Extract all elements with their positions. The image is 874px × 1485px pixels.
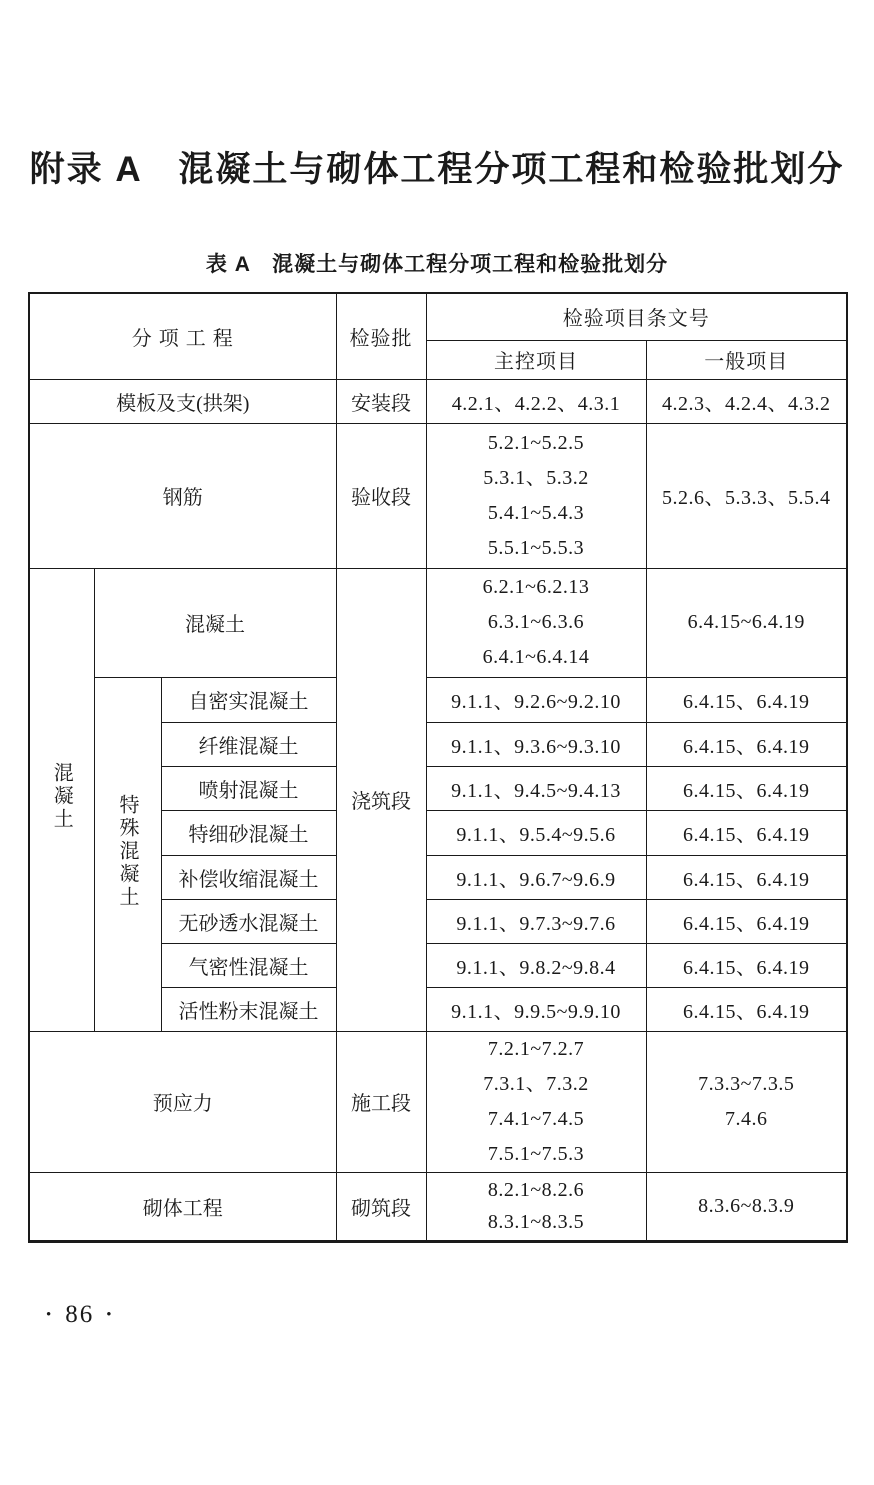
cell-prestress-name: 预应力 [29, 1031, 336, 1172]
page-footer [46, 1301, 874, 1329]
table-row-masonry [29, 1172, 847, 1241]
cell-special-4-main: 9.1.1、9.6.7~9.6.9 [426, 855, 646, 899]
table-caption: 表 A 混凝土与砌体工程分项工程和检验批划分 [205, 253, 669, 276]
cell-concrete-name: 混凝土 [94, 568, 336, 677]
cell-special-7-main: 9.1.1、9.9.5~9.9.10 [426, 987, 646, 1031]
header-cell-main-items: 主控项目 [426, 340, 646, 379]
cell-formwork-name: 模板及支(拱架) [29, 379, 336, 423]
cell-special-1-main: 9.1.1、9.3.6~9.3.10 [426, 722, 646, 766]
cell-prestress-main: 7.2.1~7.2.7 7.3.1、7.3.2 7.4.1~7.4.5 7.5.1~7.5.3 [426, 1031, 646, 1172]
footer-left-dot: • [46, 1306, 54, 1323]
cell-special-7-name: 活性粉末混凝土 [161, 987, 336, 1031]
page-number: 86 [65, 1300, 95, 1328]
page-title: 附录 A 混凝土与砌体工程分项工程和检验批划分 [29, 150, 845, 189]
cell-special-0-general: 6.4.15、6.4.19 [646, 677, 847, 722]
cell-special-2-name: 喷射混凝土 [161, 766, 336, 810]
cell-special-3-main: 9.1.1、9.5.4~9.5.6 [426, 810, 646, 855]
header-cell-general-items: 一般项目 [646, 340, 847, 379]
table-row-special-0 [29, 677, 847, 722]
cell-rebar-general: 5.2.6、5.3.3、5.5.4 [646, 423, 847, 568]
cell-special-group-name: 特殊混凝土 [94, 677, 161, 1031]
cell-special-2-general: 6.4.15、6.4.19 [646, 766, 847, 810]
cell-formwork-general: 4.2.3、4.2.4、4.3.2 [646, 379, 847, 423]
cell-special-0-main: 9.1.1、9.2.6~9.2.10 [426, 677, 646, 722]
cell-rebar-main: 5.2.1~5.2.5 5.3.1、5.3.2 5.4.1~5.4.3 5.5.1~5.5.3 [426, 423, 646, 568]
inspection-batch-table [28, 292, 848, 1243]
cell-special-7-general: 6.4.15、6.4.19 [646, 987, 847, 1031]
table-row-formwork [29, 379, 847, 423]
cell-masonry-name: 砌体工程 [29, 1172, 336, 1241]
cell-special-6-name: 气密性混凝土 [161, 943, 336, 987]
cell-prestress-batch: 施工段 [336, 1031, 426, 1172]
cell-formwork-main: 4.2.1、4.2.2、4.3.1 [426, 379, 646, 423]
cell-special-2-main: 9.1.1、9.4.5~9.4.13 [426, 766, 646, 810]
cell-masonry-main: 8.2.1~8.2.6 8.3.1~8.3.5 [426, 1172, 646, 1241]
cell-special-1-name: 纤维混凝土 [161, 722, 336, 766]
cell-special-4-name: 补偿收缩混凝土 [161, 855, 336, 899]
cell-prestress-general: 7.3.3~7.3.5 7.4.6 [646, 1031, 847, 1172]
cell-special-6-general: 6.4.15、6.4.19 [646, 943, 847, 987]
header-cell-inspection-items: 检验项目条文号 [426, 293, 847, 340]
cell-rebar-batch: 验收段 [336, 423, 426, 568]
table-row-prestress [29, 1031, 847, 1172]
cell-special-3-general: 6.4.15、6.4.19 [646, 810, 847, 855]
cell-special-4-general: 6.4.15、6.4.19 [646, 855, 847, 899]
cell-masonry-general: 8.3.6~8.3.9 [646, 1172, 847, 1241]
cell-special-3-name: 特细砂混凝土 [161, 810, 336, 855]
cell-special-5-name: 无砂透水混凝土 [161, 899, 336, 943]
cell-special-5-general: 6.4.15、6.4.19 [646, 899, 847, 943]
cell-masonry-batch: 砌筑段 [336, 1172, 426, 1241]
cell-concrete-main: 6.2.1~6.2.13 6.3.1~6.3.6 6.4.1~6.4.14 [426, 568, 646, 677]
cell-concrete-batch: 浇筑段 [336, 568, 426, 1031]
cell-special-5-main: 9.1.1、9.7.3~9.7.6 [426, 899, 646, 943]
cell-formwork-batch: 安装段 [336, 379, 426, 423]
cell-special-0-name: 自密实混凝土 [161, 677, 336, 722]
cell-rebar-name: 钢筋 [29, 423, 336, 568]
cell-special-1-general: 6.4.15、6.4.19 [646, 722, 847, 766]
header-cell-batch: 检验批 [336, 293, 426, 379]
footer-right-dot: • [106, 1306, 114, 1323]
header-cell-project: 分 项 工 程 [29, 293, 336, 379]
cell-concrete-general: 6.4.15~6.4.19 [646, 568, 847, 677]
table-row-rebar [29, 423, 847, 568]
cell-concrete-group-name: 混凝土 [29, 568, 94, 1031]
table-row-concrete [29, 568, 847, 677]
header-row-1 [29, 293, 847, 340]
cell-special-6-main: 9.1.1、9.8.2~9.8.4 [426, 943, 646, 987]
